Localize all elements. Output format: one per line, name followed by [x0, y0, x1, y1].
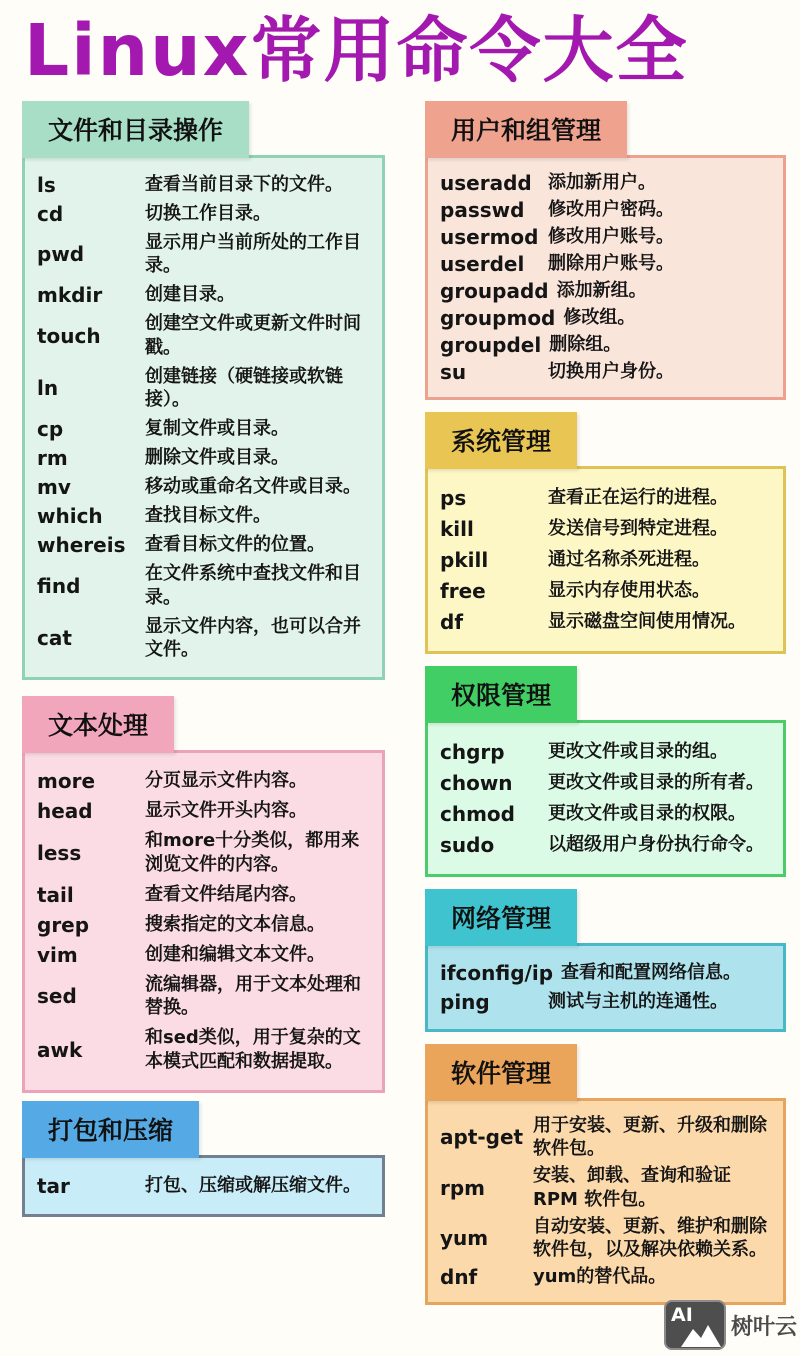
command-row	[37, 829, 370, 877]
command-name: usermod	[440, 224, 539, 249]
command-row	[37, 312, 370, 360]
section-body	[22, 750, 385, 1093]
command-description: 显示文件开头内容。	[145, 800, 307, 822]
command-name: tail	[37, 882, 74, 907]
section-body	[425, 155, 786, 400]
command-name: useradd	[440, 170, 532, 195]
ai-image-icon	[664, 1300, 726, 1350]
command-name: vim	[37, 942, 78, 967]
command-row	[440, 486, 771, 510]
command-name: chmod	[440, 801, 515, 826]
section-header: 用户和组管理	[425, 101, 627, 158]
command-row	[37, 799, 370, 823]
section-software	[425, 1044, 786, 1306]
command-description: 流编辑器，用于文本处理和替换。	[145, 973, 361, 1019]
command-name: cat	[37, 626, 72, 651]
command-name: groupmod	[440, 305, 556, 330]
command-row	[37, 533, 370, 557]
command-description: 删除文件或目录。	[145, 447, 289, 469]
section-header: 权限管理	[425, 666, 577, 723]
command-name: df	[440, 609, 464, 634]
command-row	[37, 283, 370, 307]
command-row	[37, 475, 370, 499]
command-description: 更改文件或目录的所有者。	[548, 771, 764, 793]
command-description: 切换用户身份。	[548, 360, 674, 382]
command-name: ifconfig/ip	[440, 960, 554, 985]
section-files-dirs	[22, 101, 385, 681]
command-row	[37, 1026, 370, 1074]
command-name: ls	[37, 172, 56, 197]
command-name: groupadd	[440, 278, 549, 303]
command-name: passwd	[440, 197, 525, 222]
command-description: 打包、压缩或解压缩文件。	[145, 1174, 361, 1196]
section-archive	[22, 1101, 385, 1217]
mountains-glyph	[679, 1321, 723, 1347]
command-description: 删除组。	[549, 333, 622, 355]
command-name: ping	[440, 989, 490, 1014]
command-name: rpm	[440, 1175, 486, 1200]
command-row	[37, 446, 370, 470]
command-name: groupdel	[440, 332, 542, 357]
command-description: 切换工作目录。	[145, 202, 271, 224]
command-row	[440, 171, 771, 195]
command-description: 查找目标文件。	[145, 505, 271, 527]
command-description: 删除用户账号。	[548, 252, 674, 274]
command-description: 搜索指定的文本信息。	[145, 913, 325, 935]
command-row	[37, 769, 370, 793]
command-name: sudo	[440, 832, 495, 857]
command-row	[440, 610, 771, 634]
command-name: more	[37, 769, 96, 794]
section-user-group	[425, 101, 786, 400]
command-row	[37, 615, 370, 663]
command-row	[37, 943, 370, 967]
section-header: 打包和压缩	[22, 1101, 199, 1158]
command-description: 复制文件或目录。	[145, 418, 289, 440]
command-row	[37, 173, 370, 197]
right-column	[425, 101, 786, 1306]
command-description: 修改用户密码。	[548, 198, 674, 220]
command-row	[440, 990, 771, 1014]
command-row	[37, 973, 370, 1021]
command-description: 测试与主机的连通性。	[548, 990, 728, 1012]
command-row	[440, 333, 771, 357]
command-name: mkdir	[37, 283, 103, 308]
command-row	[440, 252, 771, 276]
command-row	[37, 504, 370, 528]
section-body	[22, 155, 385, 681]
command-name: pwd	[37, 242, 85, 267]
command-name: touch	[37, 323, 101, 348]
command-name: awk	[37, 1037, 83, 1062]
command-description: 在文件系统中查找文件和目录。	[145, 563, 361, 608]
command-row	[440, 833, 771, 857]
command-row	[37, 365, 370, 413]
section-body	[425, 720, 786, 877]
section-header: 软件管理	[425, 1044, 577, 1101]
command-name: ln	[37, 376, 59, 401]
command-description: 分页显示文件内容。	[145, 770, 307, 792]
command-description: 用于安装、更新、升级和删除软件包。	[533, 1114, 767, 1160]
command-description: 显示磁盘空间使用情况。	[548, 610, 746, 632]
page-title: Linux常用命令大全	[24, 9, 689, 92]
section-body	[425, 1098, 786, 1306]
section-header: 文本处理	[22, 696, 174, 753]
command-name: sed	[37, 984, 77, 1009]
command-description: 创建目录。	[145, 284, 235, 306]
command-row	[440, 1164, 771, 1212]
command-description: 更改文件或目录的组。	[548, 740, 728, 762]
section-permissions	[425, 666, 786, 877]
command-row	[440, 771, 771, 795]
section-header: 网络管理	[425, 889, 577, 946]
command-row	[440, 579, 771, 603]
command-row	[37, 231, 370, 279]
command-row	[440, 306, 771, 330]
section-header: 系统管理	[425, 412, 577, 469]
command-name: yum	[440, 1226, 489, 1251]
command-description: 自动安装、更新、维护和删除软件包，以及解决依赖关系。	[533, 1215, 767, 1261]
command-name: su	[440, 359, 467, 384]
section-body	[425, 943, 786, 1032]
command-name: apt-get	[440, 1125, 524, 1150]
command-row	[37, 562, 370, 610]
command-row	[440, 517, 771, 541]
command-description: 和more十分类似，都用来浏览文件的内容。	[145, 830, 360, 875]
section-body	[22, 1155, 385, 1217]
section-network	[425, 889, 786, 1032]
command-description: 安装、卸载、查询和验证 RPM 软件包。	[533, 1165, 731, 1210]
command-description: 创建和编辑文本文件。	[145, 943, 325, 965]
command-row	[440, 740, 771, 764]
command-description: 和sed类似，用于复杂的文本模式匹配和数据提取。	[145, 1027, 361, 1072]
watermark-text: 树叶云	[730, 1314, 797, 1340]
command-description: 添加新组。	[556, 279, 647, 301]
command-name: pkill	[440, 547, 489, 572]
command-name: chown	[440, 770, 513, 795]
command-name: head	[37, 799, 93, 824]
command-row	[37, 202, 370, 226]
command-row	[37, 1174, 370, 1198]
command-name: userdel	[440, 251, 525, 276]
command-name: cd	[37, 201, 64, 226]
command-description: 查看目标文件的位置。	[145, 534, 325, 556]
command-name: free	[440, 578, 486, 603]
command-name: chgrp	[440, 739, 505, 764]
command-description: 通过名称杀死进程。	[548, 548, 710, 570]
command-row	[37, 417, 370, 441]
section-system	[425, 412, 786, 654]
command-name: cp	[37, 417, 64, 442]
command-description: 修改用户账号。	[548, 225, 674, 247]
command-description: yum的替代品。	[533, 1266, 667, 1288]
command-description: 发送信号到特定进程。	[548, 517, 728, 539]
content-columns	[0, 97, 800, 1306]
command-description: 创建链接（硬链接或软链接）。	[145, 365, 343, 411]
command-row	[440, 1215, 771, 1263]
command-row	[440, 360, 771, 384]
command-description: 以超级用户身份执行命令。	[548, 833, 764, 855]
command-row	[440, 548, 771, 572]
command-name: whereis	[37, 533, 126, 558]
command-name: rm	[37, 446, 68, 471]
command-description: 查看和配置网络信息。	[561, 961, 742, 983]
command-row	[440, 1265, 771, 1289]
command-description: 显示文件内容，也可以合并文件。	[145, 615, 361, 661]
command-name: tar	[37, 1173, 70, 1198]
left-column	[22, 101, 385, 1217]
section-body	[425, 466, 786, 654]
command-name: which	[37, 504, 103, 529]
command-row	[440, 198, 771, 222]
command-name: mv	[37, 475, 71, 500]
command-description: 显示内存使用状态。	[548, 579, 710, 601]
command-name: find	[37, 573, 81, 598]
command-description: 移动或重命名文件或目录。	[145, 476, 361, 498]
section-text-processing	[22, 696, 385, 1093]
command-row	[440, 279, 771, 303]
command-row	[37, 913, 370, 937]
command-row	[440, 225, 771, 249]
command-description: 更改文件或目录的权限。	[548, 802, 746, 824]
command-row	[37, 883, 370, 907]
command-row	[440, 802, 771, 826]
command-description: 查看正在运行的进程。	[548, 486, 728, 508]
section-header: 文件和目录操作	[22, 101, 249, 158]
command-description: 查看文件结尾内容。	[145, 883, 307, 905]
command-description: 添加新用户。	[548, 171, 656, 193]
command-row	[440, 961, 771, 985]
command-name: kill	[440, 516, 474, 541]
ai-icon-text: AI	[670, 1304, 693, 1326]
command-description: 显示用户当前所处的工作目录。	[145, 231, 361, 277]
command-name: dnf	[440, 1265, 478, 1290]
command-description: 查看当前目录下的文件。	[145, 173, 343, 195]
command-name: less	[37, 840, 82, 865]
watermark	[664, 1300, 797, 1350]
command-row	[440, 1114, 771, 1162]
command-name: ps	[440, 485, 467, 510]
command-description: 创建空文件或更新文件时间戳。	[145, 313, 361, 358]
command-description: 修改组。	[563, 306, 636, 328]
command-name: grep	[37, 912, 90, 937]
